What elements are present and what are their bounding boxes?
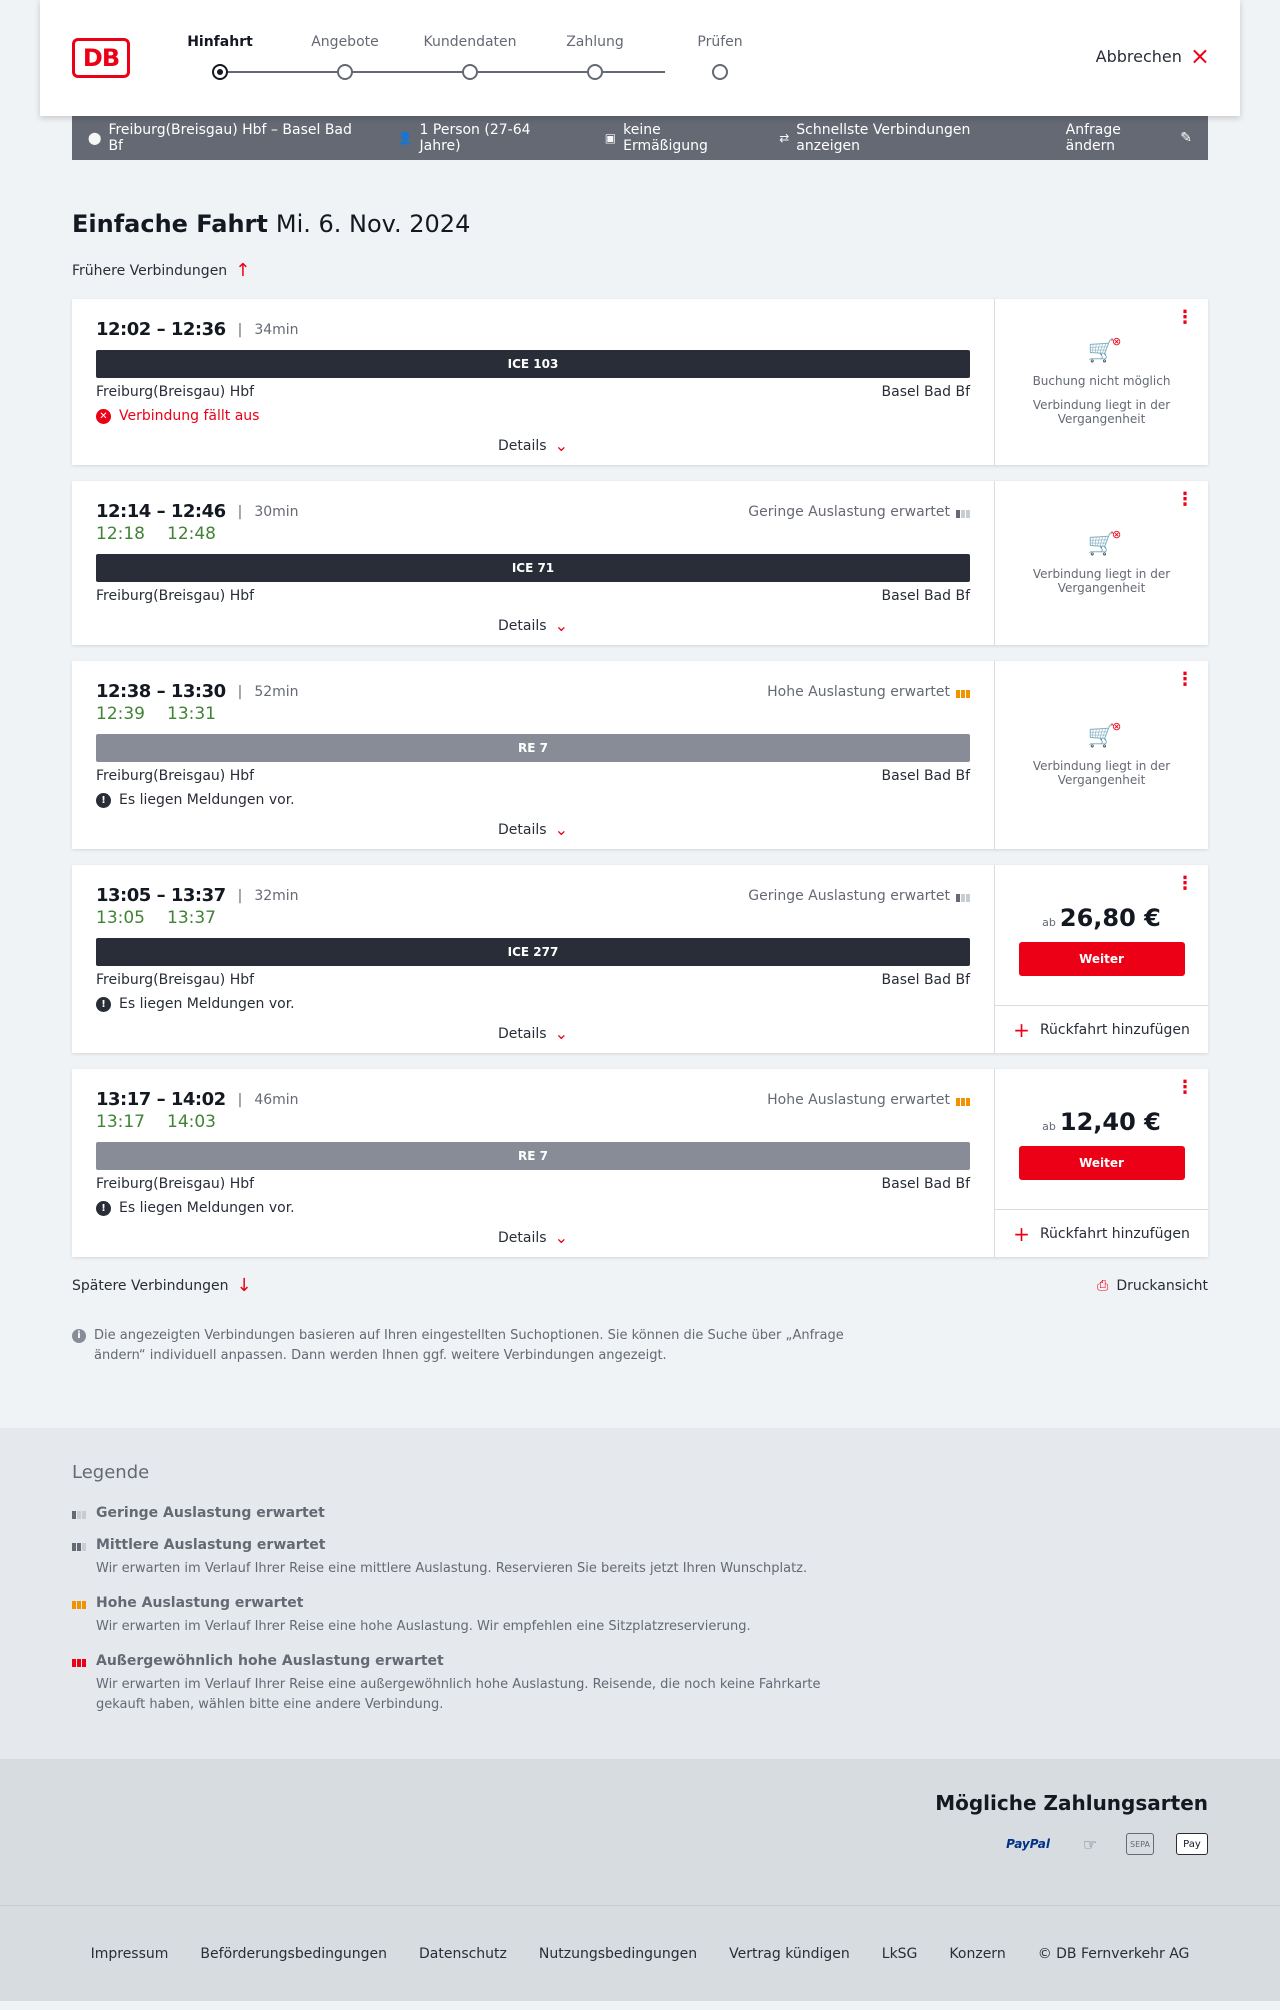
price — [1042, 904, 1161, 932]
query-discount — [605, 122, 747, 154]
scheduled-times: 12:14 – 12:46 — [96, 501, 226, 522]
query-route — [88, 122, 366, 154]
location-pin-icon: ⬤ — [88, 131, 102, 145]
realtime-arrival: 13:31 — [167, 704, 216, 724]
message-note — [96, 792, 970, 808]
step-label: Hinfahrt — [187, 34, 253, 50]
separator: | — [237, 321, 243, 338]
realtime-departure: 13:05 — [96, 908, 145, 928]
legend-description: Wir erwarten im Verlauf Ihrer Reise eine mittlere Auslastung. Reservieren Sie bereits jetzt Ihren Wunschplatz. — [96, 1561, 808, 1576]
unavailable-title: Buchung nicht möglich — [1032, 373, 1171, 388]
paypal-icon: PayPal — [1006, 1837, 1050, 1851]
low-load-icon — [956, 890, 970, 902]
chevron-down-icon: ⌄ — [554, 436, 568, 455]
step-dot — [712, 64, 728, 80]
load-indicator — [767, 1092, 970, 1108]
exceptional-load-icon — [72, 1655, 86, 1667]
departure-station: Freiburg(Breisgau) Hbf — [96, 768, 255, 784]
realtime-times — [96, 704, 970, 724]
arrival-station: Basel Bad Bf — [881, 384, 970, 400]
footer-link-nutzungsbedingungen[interactable]: Nutzungsbedingungen — [538, 1945, 698, 1962]
chevron-down-icon: ⌄ — [554, 1024, 568, 1043]
details-toggle[interactable] — [96, 1228, 970, 1247]
cart-unavailable-icon: 🛒 ⊗ — [1087, 527, 1122, 557]
chevron-down-icon: ⌄ — [554, 616, 568, 635]
note-text: Verbindung fällt aus — [119, 408, 260, 424]
payment-icons — [72, 1833, 1208, 1855]
departure-station: Freiburg(Breisgau) Hbf — [96, 384, 255, 400]
more-options-icon[interactable]: ⋮ — [1176, 489, 1194, 510]
later-connections-link[interactable] — [72, 1275, 252, 1296]
step-label: Angebote — [311, 34, 379, 50]
connection-info — [72, 481, 994, 645]
apple-pay-label: Pay — [1183, 1838, 1201, 1850]
sepa-icon: SEPA — [1126, 1833, 1154, 1855]
legend-section — [0, 1428, 1280, 1759]
departure-station: Freiburg(Breisgau) Hbf — [96, 972, 255, 988]
legend-item — [72, 1537, 1208, 1579]
legend-item — [72, 1595, 1208, 1637]
booking-panel — [994, 661, 1208, 849]
query-persons — [398, 122, 573, 154]
query-fastest — [779, 122, 1033, 154]
unavailable-text: Verbindung liegt in der Vergangenheit — [1032, 566, 1171, 595]
continue-button[interactable]: Weiter — [1019, 1146, 1185, 1180]
details-label: Details — [498, 617, 547, 634]
train-badge[interactable]: ICE 71 — [96, 554, 970, 582]
separator: | — [237, 503, 243, 520]
connection-card — [72, 865, 1208, 1053]
separator: | — [237, 1091, 243, 1108]
connection-card — [72, 1069, 1208, 1257]
high-load-icon — [956, 1094, 970, 1106]
close-icon: × — [1189, 42, 1210, 70]
page-title — [72, 210, 1208, 238]
legend-label: Außergewöhnlich hohe Auslastung erwartet — [96, 1653, 444, 1669]
connection-times — [96, 1089, 970, 1110]
connection-times — [96, 319, 970, 340]
exclamation-circle-icon: ! — [96, 793, 111, 808]
arrow-down-icon: ↓ — [236, 1275, 252, 1296]
details-label: Details — [498, 1229, 547, 1246]
persons-text: 1 Person (27-64 Jahre) — [419, 122, 531, 154]
cancel-label: Abbrechen — [1095, 46, 1182, 66]
chevron-down-icon: ⌄ — [554, 820, 568, 839]
plus-icon: + — [1013, 1221, 1030, 1246]
step-dot — [462, 64, 478, 80]
printer-icon: ⎙ — [1097, 1277, 1109, 1294]
earlier-label: Frühere Verbindungen — [72, 262, 228, 279]
footer-link-lksg[interactable]: LkSG — [881, 1945, 918, 1962]
price-value: 26,80 € — [1059, 904, 1161, 932]
realtime-arrival: 13:37 — [167, 908, 216, 928]
cancel-circle-icon: ✕ — [96, 409, 111, 424]
separator: | — [237, 683, 243, 700]
departure-station: Freiburg(Breisgau) Hbf — [96, 1176, 255, 1192]
discount-text: keine Ermäßigung — [623, 122, 708, 154]
add-return-button[interactable] — [995, 1005, 1208, 1053]
realtime-departure: 12:18 — [96, 524, 145, 544]
arrival-station: Basel Bad Bf — [881, 768, 970, 784]
duration: 34min — [254, 321, 299, 338]
footer — [0, 1905, 1280, 2001]
train-badge[interactable]: RE 7 — [96, 734, 970, 762]
route-text: Freiburg(Breisgau) Hbf – Basel Bad Bf — [108, 122, 352, 154]
print-label: Druckansicht — [1116, 1277, 1208, 1294]
cancel-button[interactable] — [1095, 42, 1210, 70]
cancellation-note — [96, 408, 970, 424]
price-value: 12,40 € — [1059, 1108, 1161, 1136]
duration: 52min — [254, 683, 299, 700]
chevron-down-icon: ⌄ — [554, 1228, 568, 1247]
connection-card — [72, 661, 1208, 849]
load-indicator — [748, 888, 970, 904]
change-query-label: Anfrage ändern — [1065, 122, 1121, 154]
realtime-times — [96, 1112, 970, 1132]
realtime-arrival: 14:03 — [167, 1112, 216, 1132]
booking-panel — [994, 865, 1208, 1053]
more-options-icon[interactable]: ⋮ — [1176, 307, 1194, 328]
duration: 32min — [254, 887, 299, 904]
header-card — [40, 0, 1240, 116]
unavailable-text: Verbindung liegt in der Vergangenheit — [1032, 397, 1171, 426]
note-text: Es liegen Meldungen vor. — [119, 792, 295, 808]
cart-unavailable-icon: 🛒 ⊗ — [1087, 719, 1122, 749]
separator: | — [237, 887, 243, 904]
details-toggle[interactable] — [96, 436, 970, 455]
details-toggle[interactable] — [96, 1024, 970, 1043]
realtime-arrival: 12:48 — [167, 524, 216, 544]
trip-date: Mi. 6. Nov. 2024 — [275, 210, 471, 238]
details-toggle[interactable] — [96, 616, 970, 635]
legend-label: Mittlere Auslastung erwartet — [96, 1537, 326, 1553]
step-label: Zahlung — [566, 34, 624, 50]
connection-info — [72, 661, 994, 849]
price-prefix: ab — [1042, 1120, 1056, 1133]
bahncard-icon: ▣ — [604, 131, 617, 145]
step-zahlung — [535, 34, 655, 80]
legend-title: Legende — [72, 1462, 150, 1483]
change-query-button[interactable] — [1066, 122, 1192, 154]
db-logo[interactable]: DB — [72, 38, 130, 78]
scheduled-times: 12:02 – 12:36 — [96, 319, 226, 340]
load-indicator — [748, 504, 970, 520]
price — [1042, 1108, 1161, 1136]
load-text: Hohe Auslastung erwartet — [767, 683, 950, 700]
payment-title: Mögliche Zahlungsarten — [935, 1791, 1208, 1815]
bottom-links — [72, 1275, 1208, 1296]
later-label: Spätere Verbindungen — [72, 1277, 229, 1294]
arrival-station: Basel Bad Bf — [881, 1176, 970, 1192]
exclamation-circle-icon: ! — [96, 1201, 111, 1216]
add-return-label: Rückfahrt hinzufügen — [1039, 1225, 1190, 1242]
swap-arrows-icon: ⇄ — [779, 131, 790, 145]
booking-panel — [994, 481, 1208, 645]
high-load-icon — [72, 1597, 86, 1609]
realtime-times — [96, 524, 970, 544]
load-text: Hohe Auslastung erwartet — [767, 1091, 950, 1108]
step-dot — [587, 64, 603, 80]
departure-station: Freiburg(Breisgau) Hbf — [96, 588, 255, 604]
add-return-button[interactable] — [995, 1209, 1208, 1257]
legend-label: Hohe Auslastung erwartet — [96, 1595, 304, 1611]
query-bar — [72, 116, 1208, 160]
apple-pay-icon — [1176, 1833, 1208, 1855]
scheduled-times: 12:38 – 13:30 — [96, 681, 226, 702]
legend-label: Geringe Auslastung erwartet — [96, 1505, 325, 1521]
exclamation-circle-icon: ! — [96, 997, 111, 1012]
main-content — [0, 210, 1280, 1366]
plus-icon: + — [1013, 1017, 1030, 1042]
details-toggle[interactable] — [96, 820, 970, 839]
train-badge[interactable]: RE 7 — [96, 1142, 970, 1170]
note-text: Es liegen Meldungen vor. — [119, 1200, 295, 1216]
more-options-icon[interactable]: ⋮ — [1176, 873, 1194, 894]
note-text: Es liegen Meldungen vor. — [119, 996, 295, 1012]
message-note — [96, 1200, 970, 1216]
stations — [96, 1176, 970, 1192]
load-text: Geringe Auslastung erwartet — [748, 887, 950, 904]
connection-times — [96, 681, 970, 702]
legend-item — [72, 1653, 1208, 1715]
step-label: Kundendaten — [423, 34, 517, 50]
arrow-up-icon: ↑ — [235, 260, 251, 281]
step-label: Prüfen — [697, 34, 743, 50]
duration: 46min — [254, 1091, 299, 1108]
legend-item — [72, 1505, 1208, 1521]
person-icon: 👤 — [397, 131, 413, 145]
step-pruefen — [660, 34, 780, 80]
add-return-label: Rückfahrt hinzufügen — [1039, 1021, 1190, 1038]
connection-times — [96, 885, 970, 906]
header — [0, 0, 1280, 116]
connection-info — [72, 1069, 994, 1257]
high-load-icon — [956, 686, 970, 698]
message-note — [96, 996, 970, 1012]
medium-load-icon — [72, 1539, 86, 1551]
duration: 30min — [254, 503, 299, 520]
stations — [96, 768, 970, 784]
arrival-station: Basel Bad Bf — [881, 588, 970, 604]
step-angebote — [285, 34, 405, 80]
print-view-link[interactable] — [1097, 1275, 1208, 1296]
scheduled-times: 13:17 – 14:02 — [96, 1089, 226, 1110]
details-label: Details — [498, 821, 547, 838]
connection-times — [96, 501, 970, 522]
trip-type: Einfache Fahrt — [72, 210, 268, 238]
details-label: Details — [498, 1025, 547, 1042]
footer-copyright: © DB Fernverkehr AG — [1037, 1945, 1190, 1962]
load-indicator — [767, 684, 970, 700]
step-dot — [337, 64, 353, 80]
connection-card — [72, 481, 1208, 645]
low-load-icon — [72, 1507, 86, 1519]
info-icon: i — [72, 1329, 86, 1343]
footer-link-vertrag-kuendigen[interactable]: Vertrag kündigen — [729, 1945, 850, 1962]
booking-panel — [994, 299, 1208, 465]
realtime-departure: 13:17 — [96, 1112, 145, 1132]
footer-link-datenschutz[interactable]: Datenschutz — [418, 1945, 507, 1962]
info-text: Die angezeigten Verbindungen basieren auf Ihren eingestellten Suchoptionen. Sie können die Suche über „Anfrage ändern“ individuell anpassen. Dann werden Ihnen ggf. weitere Verbindungen angezeigt. — [94, 1328, 844, 1363]
pencil-icon: ✎ — [1180, 130, 1192, 146]
earlier-connections-link[interactable] — [72, 260, 1208, 281]
legend-description: Wir erwarten im Verlauf Ihrer Reise eine außergewöhnlich hohe Auslastung. Reisende, die noch keine Fahrkarte gekauft haben, wählen bitte eine andere Verbindung. — [96, 1677, 821, 1712]
connection-card — [72, 299, 1208, 465]
connection-info — [72, 299, 994, 465]
load-text: Geringe Auslastung erwartet — [748, 503, 950, 520]
step-hinfahrt — [160, 34, 280, 80]
cart-unavailable-icon: 🛒 ⊗ — [1087, 334, 1122, 364]
legend-description: Wir erwarten im Verlauf Ihrer Reise eine hohe Auslastung. Wir empfehlen eine Sitzplatzreservierung. — [96, 1619, 751, 1634]
low-load-icon — [956, 506, 970, 518]
continue-button[interactable]: Weiter — [1019, 942, 1185, 976]
footer-link-befoerderungsbedingungen[interactable]: Beförderungsbedingungen — [200, 1945, 387, 1962]
payment-section — [0, 1759, 1280, 1905]
info-hint — [72, 1326, 852, 1366]
step-dot — [212, 64, 228, 80]
booking-panel — [994, 1069, 1208, 1257]
step-kundendaten — [410, 34, 530, 80]
stations — [96, 972, 970, 988]
stations — [96, 588, 970, 604]
connection-info — [72, 865, 994, 1053]
fastest-text: Schnellste Verbindungen anzeigen — [796, 122, 971, 154]
arrival-station: Basel Bad Bf — [881, 972, 970, 988]
credit-card-hand-icon: ☞ — [1082, 1834, 1098, 1854]
unavailable-text: Verbindung liegt in der Vergangenheit — [1032, 758, 1171, 787]
footer-link-konzern[interactable]: Konzern — [949, 1945, 1006, 1962]
more-options-icon[interactable]: ⋮ — [1176, 669, 1194, 690]
price-prefix: ab — [1042, 916, 1056, 929]
progress-stepper — [187, 34, 750, 84]
stations — [96, 384, 970, 400]
train-badge[interactable]: ICE 277 — [96, 938, 970, 966]
footer-link-impressum[interactable]: Impressum — [90, 1945, 169, 1962]
realtime-times — [96, 908, 970, 928]
train-badge[interactable]: ICE 103 — [96, 350, 970, 378]
scheduled-times: 13:05 – 13:37 — [96, 885, 226, 906]
realtime-departure: 12:39 — [96, 704, 145, 724]
more-options-icon[interactable]: ⋮ — [1176, 1077, 1194, 1098]
details-label: Details — [498, 437, 547, 454]
